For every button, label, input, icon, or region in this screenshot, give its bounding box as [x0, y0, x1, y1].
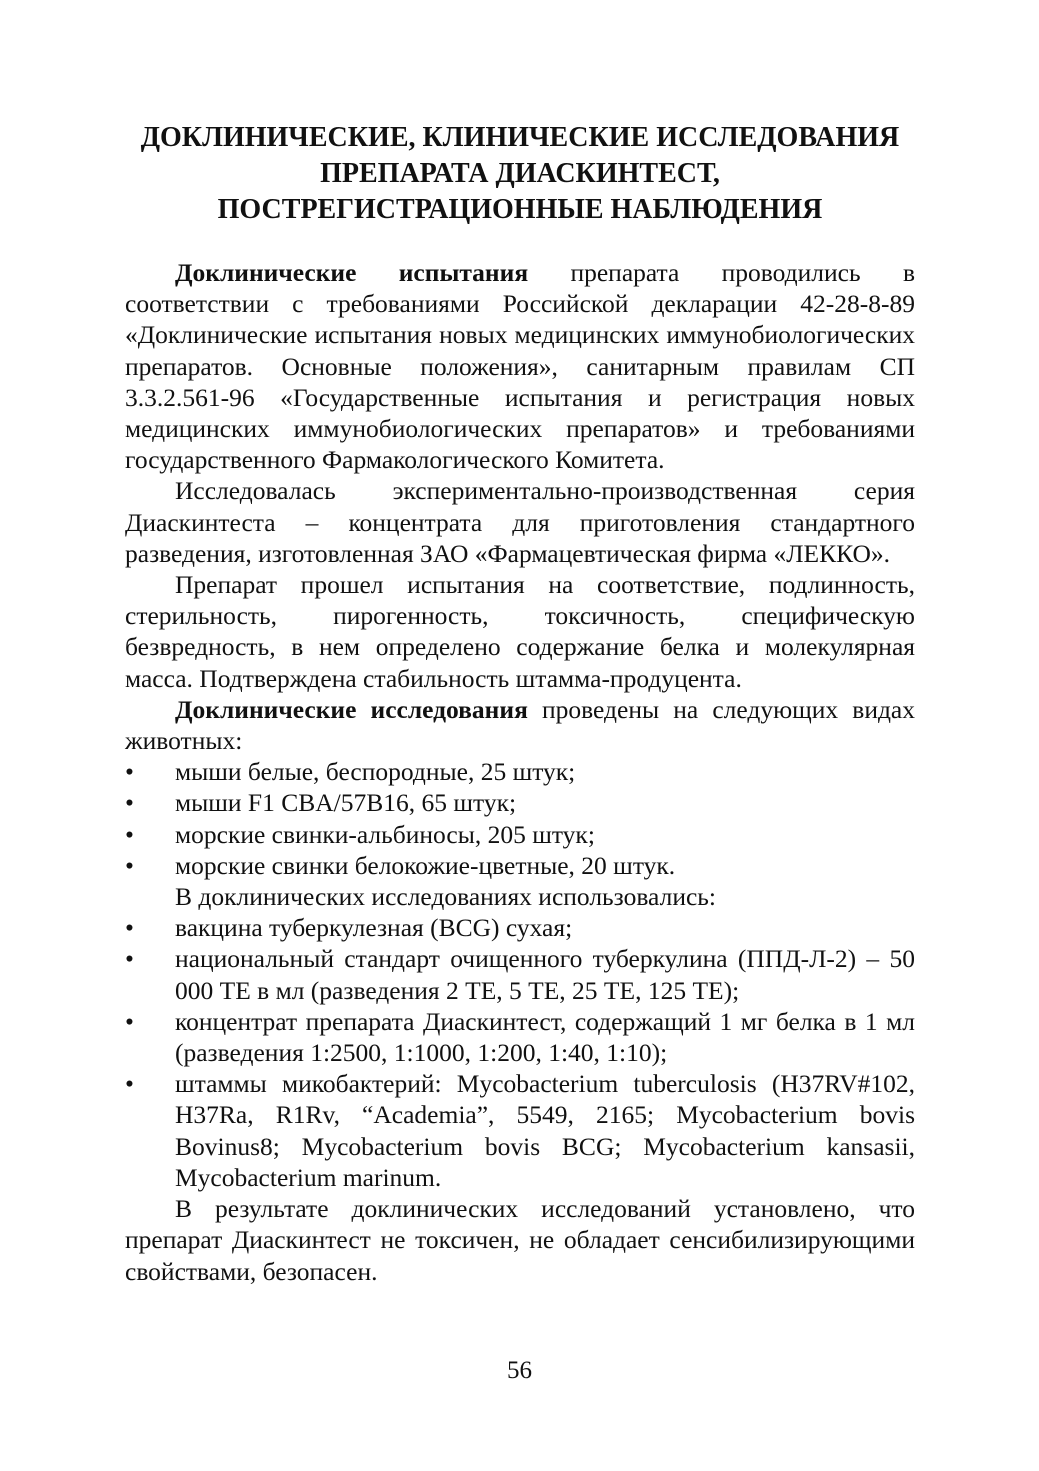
list-item: [125, 756, 915, 787]
paragraph-preclinical-trials: [125, 257, 915, 475]
bullet-icon: •: [125, 819, 134, 849]
page-title: [100, 120, 940, 228]
paragraph-text: препарата проводились в соответствии с требованиями Российской декларации 42-28-8-89 «Доклинические испытания новых медицинских иммунобиологических препаратов. Основные положения», санитарным правилам СП 3.3.2.561-96 «Государственные испытания и регистрация новых медицинских иммунобиологических препаратов» и требованиями государственного Фармакологического Комитета.: [125, 258, 916, 475]
bullet-icon: •: [125, 1069, 134, 1099]
bold-term: Доклинические исследования: [175, 694, 528, 724]
list-item-text: штаммы микобактерий: Mycobacterium tuberculosis (H37RV#102, H37Ra, R1Rv, “Academia”, 5549, 2165; Mycobacterium bovis Bovinus8; Mycobacterium bovis BCG; Mycobacterium kansasii, Mycobacterium marinum.: [175, 1069, 915, 1192]
materials-list: [125, 912, 915, 1193]
list-item: [125, 850, 915, 881]
animals-list: [125, 756, 915, 881]
list-item-text: национальный стандарт очищенного туберкулина (ППД-Л-2) – 50 000 ТЕ в мл (разведения 2 ТЕ, 5 ТЕ, 25 ТЕ, 125 ТЕ);: [175, 944, 915, 1005]
paragraph-animals-intro: [125, 694, 915, 756]
paragraph-series: Исследовалась экспериментально-производственная серия Диаскинтеста – концентрата для приготовления стандартного разведения, изготовленная ЗАО «Фармацевтическая фирма «ЛЕККО».: [125, 476, 915, 568]
list-item-text: концентрат препарата Диаскинтест, содержащий 1 мг белка в 1 мл (разведения 1:2500, 1:1000, 1:200, 1:40, 1:10);: [175, 1006, 915, 1068]
bullet-icon: •: [125, 944, 134, 974]
paragraph-materials-intro: В доклинических исследованиях использовались:: [175, 882, 717, 912]
list-item-text: морские свинки белокожие-цветные, 20 штук.: [175, 850, 676, 880]
body-text: [125, 257, 915, 1287]
bullet-icon: •: [125, 1006, 134, 1036]
title-line-3: ПОСТРЕГИСТРАЦИОННЫЕ НАБЛЮДЕНИЯ: [217, 194, 823, 225]
paragraph-conclusion: В результате доклинических исследований установлено, что препарат Диаскинтест не токсичен, не обладает сенсибилизирующими свойствами, безопасен.: [125, 1194, 915, 1286]
list-item-text: мыши F1 CBA/57B16, 65 штук;: [175, 788, 517, 818]
title-line-2: ПРЕПАРАТА ДИАСКИНТЕСТ,: [320, 158, 720, 189]
list-item: [125, 912, 915, 943]
bullet-icon: •: [125, 850, 134, 880]
list-item: [125, 1006, 915, 1068]
bullet-icon: •: [125, 757, 134, 787]
bullet-icon: •: [125, 788, 134, 818]
page-number: 56: [507, 1357, 532, 1384]
list-item: [125, 819, 915, 850]
paragraph-text: проведены на следующих видах животных:: [125, 694, 916, 756]
paragraph-tests: Препарат прошел испытания на соответствие, подлинность, стерильность, пирогенность, токсичность, специфическую безвредность, в нем определено содержание белка и молекулярная масса. Подтверждена стабильность штамма-продуцента.: [125, 570, 915, 693]
bullet-icon: •: [125, 913, 134, 943]
list-item-text: вакцина туберкулезная (BCG) сухая;: [175, 913, 573, 943]
bold-term: Доклинические испытания: [175, 258, 529, 287]
list-item-text: морские свинки-альбиносы, 205 штук;: [175, 819, 595, 849]
list-item: [125, 787, 915, 818]
list-item: [125, 1068, 915, 1193]
list-item-text: мыши белые, беспородные, 25 штук;: [175, 757, 576, 787]
list-item: [125, 943, 915, 1005]
title-line-1: ДОКЛИНИЧЕСКИЕ, КЛИНИЧЕСКИЕ ИССЛЕДОВАНИЯ: [140, 122, 900, 153]
